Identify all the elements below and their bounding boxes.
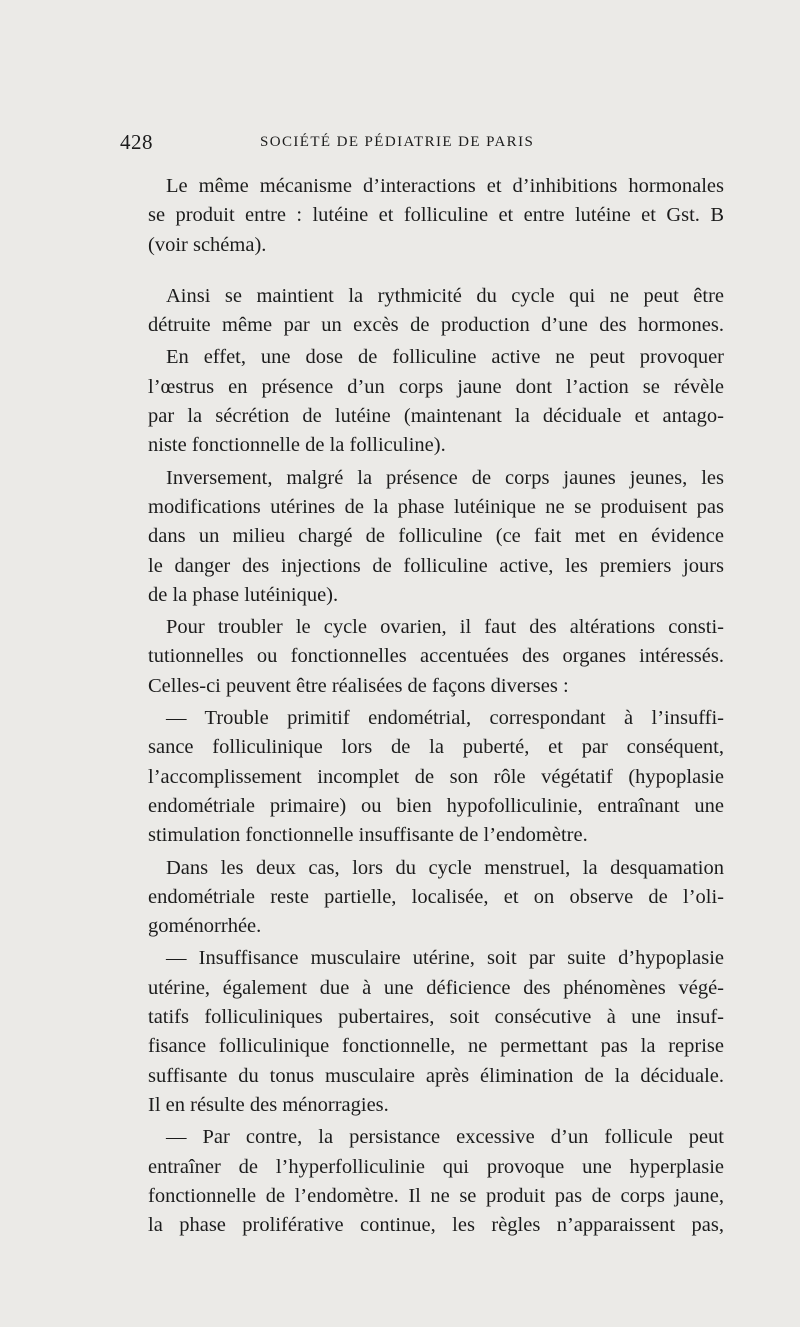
text-line: tutionnelles ou fonctionnelles accentuées des organes intéressés. xyxy=(148,645,724,668)
text-line: Pour troubler le cycle ovarien, il faut des altérations consti- xyxy=(166,616,724,639)
text-line: Le même mécanisme d’interactions et d’inhibitions hormonales xyxy=(166,175,724,197)
text-line: goménorrhée. xyxy=(148,915,262,938)
text-line: par la sécrétion de lutéine (maintenant la déciduale et antago- xyxy=(148,405,724,428)
text-line: Inversement, malgré la présence de corps jaunes jeunes, les xyxy=(166,466,724,489)
paragraph xyxy=(130,282,724,341)
text-line: la phase proliférative continue, les règles n’apparaissent pas, xyxy=(148,1214,724,1237)
text-line: le danger des injections de folliculine active, les premiers jours xyxy=(148,554,724,577)
page-header xyxy=(120,130,730,160)
text-line: se produit entre : lutéine et folliculine et entre lutéine et Gst. B xyxy=(148,204,724,227)
running-title: SOCIÉTÉ DE PÉDIATRIE DE PARIS xyxy=(260,134,535,150)
paragraph xyxy=(130,343,724,460)
text-line: Il en résulte des ménorragies. xyxy=(148,1093,389,1116)
text-line: l’œstrus en présence d’un corps jaune dont l’action se révèle xyxy=(148,375,724,398)
text-line: dans un milieu chargé de folliculine (ce fait met en évidence xyxy=(148,525,724,548)
text-line: Celles-ci peuvent être réalisées de façons diverses : xyxy=(148,674,569,697)
text-line: endométriale reste partielle, localisée, et on observe de l’oli- xyxy=(148,885,724,908)
text-line: suffisante du tonus musculaire après élimination de la déciduale. xyxy=(148,1064,724,1087)
paragraph xyxy=(130,854,724,942)
text-line: Dans les deux cas, lors du cycle menstruel, la desquamation xyxy=(166,856,724,879)
text-line: En effet, une dose de folliculine active ne peut provoquer xyxy=(166,346,724,369)
text-line: — Par contre, la persistance excessive d’un follicule peut xyxy=(166,1126,724,1149)
text-line: Ainsi se maintient la rythmicité du cycle qui ne peut être xyxy=(166,284,724,307)
body-text xyxy=(130,172,724,1240)
text-line: entraîner de l’hyperfolliculinie qui provoque une hyperplasie xyxy=(148,1155,724,1178)
paragraph xyxy=(130,464,724,610)
page-number: 428 xyxy=(120,130,153,154)
paragraph xyxy=(130,172,724,260)
paragraph xyxy=(130,613,724,701)
text-line: détruite même par un excès de production d’une des hormones. xyxy=(148,314,724,337)
text-line: de la phase lutéinique). xyxy=(148,583,339,606)
text-line: modifications utérines de la phase lutéinique ne se produisent pas xyxy=(148,495,724,518)
text-line: — Trouble primitif endométrial, correspondant à l’insuffi- xyxy=(166,707,724,730)
text-line: fonctionnelle de l’endomètre. Il ne se produit pas de corps jaune, xyxy=(148,1184,724,1207)
text-line: fisance folliculinique fonctionnelle, ne permettant pas la reprise xyxy=(148,1035,724,1058)
text-line: tatifs folliculiniques pubertaires, soit consécutive à une insuf- xyxy=(148,1006,724,1029)
text-line: endométriale primaire) ou bien hypofolliculinie, entraînant une xyxy=(148,794,724,817)
paragraph xyxy=(130,944,724,1120)
text-line: utérine, également due à une déficience des phénomènes végé- xyxy=(148,976,724,999)
text-line: — Insuffisance musculaire utérine, soit par suite d’hypoplasie xyxy=(166,947,724,970)
paragraph xyxy=(130,1123,724,1240)
text-line: l’accomplissement incomplet de son rôle végétatif (hypoplasie xyxy=(148,765,724,788)
paragraph xyxy=(130,704,724,850)
text-line: (voir schéma). xyxy=(148,233,267,256)
text-line: niste fonctionnelle de la folliculine). xyxy=(148,434,446,457)
text-line: stimulation fonctionnelle insuffisante de l’endomètre. xyxy=(148,824,588,847)
text-line: sance folliculinique lors de la puberté, et par conséquent, xyxy=(148,736,724,759)
